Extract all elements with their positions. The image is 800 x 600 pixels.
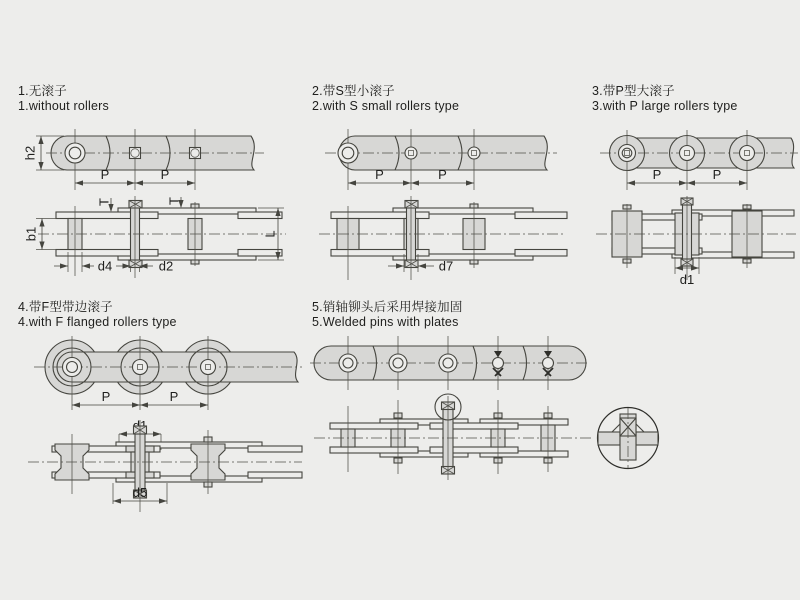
dim-label-p: P xyxy=(652,167,662,182)
dim-label-t: T xyxy=(166,197,182,205)
inner-plate xyxy=(330,423,418,429)
type2-plan-drawing xyxy=(305,196,570,292)
type2-strip-drawing xyxy=(305,126,565,200)
dim-label-p: P xyxy=(101,389,111,404)
type5-plan-drawing xyxy=(300,396,600,486)
inner-plate xyxy=(56,212,158,219)
dim-label-d5: d5 xyxy=(132,485,148,500)
type5-strip-drawing xyxy=(300,332,600,396)
dim-label-b1: b1 xyxy=(23,226,39,242)
section2-title-en: 2.with S small rollers type xyxy=(312,99,460,113)
type3-plan-drawing xyxy=(588,196,800,292)
welded-pin xyxy=(493,358,504,369)
dim-label-p: P xyxy=(169,389,179,404)
pin-hole-inner xyxy=(622,148,632,158)
section3-title xyxy=(592,84,738,114)
roller xyxy=(405,147,417,159)
plate-section xyxy=(598,432,620,445)
roller xyxy=(468,147,480,159)
section3-title-zh: 3.带P型大滚子 xyxy=(592,84,675,98)
welded-pin xyxy=(543,358,554,369)
section5-title xyxy=(312,300,463,330)
section5-title-zh: 5.销轴铆头后采用焊接加固 xyxy=(312,300,463,314)
section2-title xyxy=(312,84,459,114)
pin-hole-inner xyxy=(443,358,453,368)
type3-strip-drawing xyxy=(588,126,800,200)
dim-label-p: P xyxy=(712,167,722,182)
section1-title-zh: 1.无滚子 xyxy=(18,84,67,98)
pin-hole xyxy=(680,146,695,161)
dim-label-p: P xyxy=(375,167,384,182)
section1-title-en: 1.without rollers xyxy=(18,99,109,113)
section4-title xyxy=(18,300,177,330)
dim-label-d2: d2 xyxy=(158,258,174,274)
inner-plate xyxy=(330,447,418,453)
inner-plate xyxy=(248,446,302,452)
section4-title-en: 4.with F flanged rollers type xyxy=(18,315,177,329)
pin-hole xyxy=(201,360,216,375)
type4-strip-drawing xyxy=(12,328,304,416)
welded-pin-detail-drawing xyxy=(592,402,664,474)
dim-label-p: P xyxy=(438,167,447,182)
dim-label-d4: d4 xyxy=(97,258,113,274)
pin-hole-inner xyxy=(343,358,353,368)
dim-label-d7: d7 xyxy=(438,258,454,274)
inner-plate xyxy=(238,212,282,219)
inner-plate xyxy=(238,250,282,257)
pin-hole xyxy=(740,146,755,161)
pin-hole-inner xyxy=(342,147,354,159)
inner-plate xyxy=(515,212,567,219)
dim-label-t: T xyxy=(96,198,112,206)
type4-plan-drawing xyxy=(12,416,304,520)
pin-centerlines xyxy=(627,196,747,280)
section3-title-en: 3.with P large rollers type xyxy=(592,99,738,113)
type1-plan-drawing xyxy=(10,196,288,292)
pin-hole-inner xyxy=(393,358,403,368)
dim-label-p: P xyxy=(100,167,110,182)
pin-hole xyxy=(133,360,148,375)
section4-title-zh: 4.带F型带边滚子 xyxy=(18,300,113,314)
pin-hole-inner xyxy=(69,147,81,159)
inner-plate xyxy=(56,250,158,257)
section2-title-zh: 2.带S型小滚子 xyxy=(312,84,395,98)
dim-label-L: L xyxy=(262,230,278,238)
plate-section xyxy=(636,432,658,445)
inner-plate xyxy=(515,250,567,257)
pin-hole-inner xyxy=(67,362,78,373)
section5-title-en: 5.Welded pins with plates xyxy=(312,315,459,329)
section1-title xyxy=(18,84,109,114)
dim-label-d1: d1 xyxy=(679,272,695,287)
dim-label-h2: h2 xyxy=(22,145,38,161)
type1-strip-drawing xyxy=(10,126,278,200)
inner-plate xyxy=(248,472,302,478)
dim-label-p: P xyxy=(160,167,170,182)
